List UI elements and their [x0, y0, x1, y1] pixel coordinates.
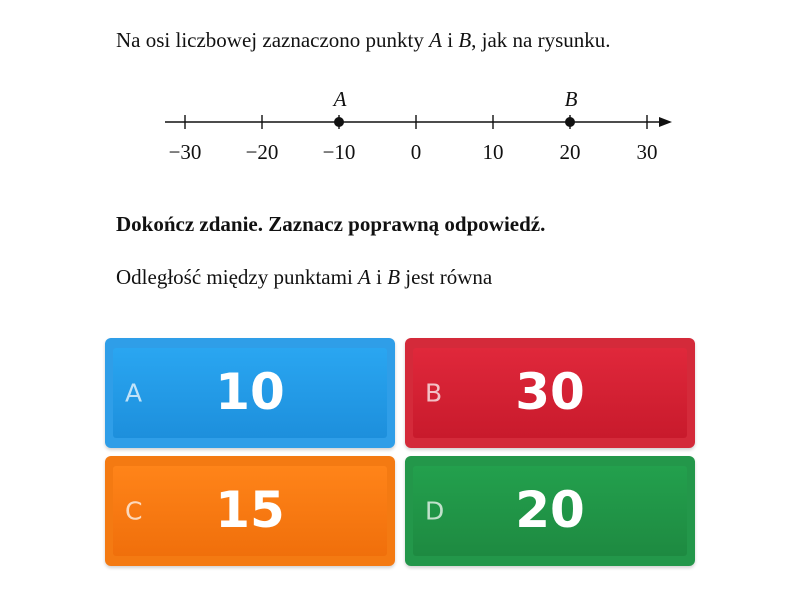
answer-button-d[interactable]: [405, 456, 695, 566]
intro-point-a: A: [429, 28, 442, 52]
answer-button-b[interactable]: [405, 338, 695, 448]
answer-d-letter: D: [425, 496, 445, 526]
answer-d-value: 20: [515, 480, 585, 539]
intro-point-b: B: [458, 28, 472, 52]
axis-tick-label: −10: [322, 140, 356, 164]
point-a-label: A: [333, 87, 347, 111]
task-question: [116, 265, 492, 290]
answer-button-c[interactable]: [105, 456, 395, 566]
answer-button-a[interactable]: [105, 338, 395, 448]
answer-a-letter: A: [125, 378, 143, 408]
axis-tick-label: −30: [168, 140, 202, 164]
axis-tick-label: 10: [482, 140, 504, 164]
question-point-a: A: [358, 265, 371, 289]
question-after: jest równa: [400, 265, 493, 289]
point-b-label: B: [564, 87, 578, 111]
number-line: [150, 84, 680, 174]
question-before: Odległość między punktami: [116, 265, 359, 289]
answer-b-letter: B: [425, 378, 443, 408]
point-a-dot: [334, 117, 344, 127]
point-b-dot: [565, 117, 575, 127]
answer-c-letter: C: [125, 496, 143, 526]
question-middle: i: [370, 265, 388, 289]
answer-a-value: 10: [215, 362, 285, 421]
axis-tick-label: 0: [410, 140, 422, 164]
intro-after: , jak na rysunku.: [471, 28, 611, 52]
answer-c-value: 15: [215, 480, 285, 539]
axis-arrow-icon: [659, 117, 672, 127]
task-instruction: Dokończ zdanie. Zaznacz poprawną odpowiedź.: [116, 212, 546, 236]
intro-middle: i: [441, 28, 459, 52]
axis-tick-label: −20: [245, 140, 279, 164]
answer-b-value: 30: [515, 362, 585, 421]
axis-tick-label: 20: [559, 140, 581, 164]
axis-tick-label: 30: [636, 140, 658, 164]
intro-before: Na osi liczbowej zaznaczono punkty: [116, 28, 430, 52]
task-intro-text: [116, 28, 611, 53]
question-point-b: B: [387, 265, 401, 289]
